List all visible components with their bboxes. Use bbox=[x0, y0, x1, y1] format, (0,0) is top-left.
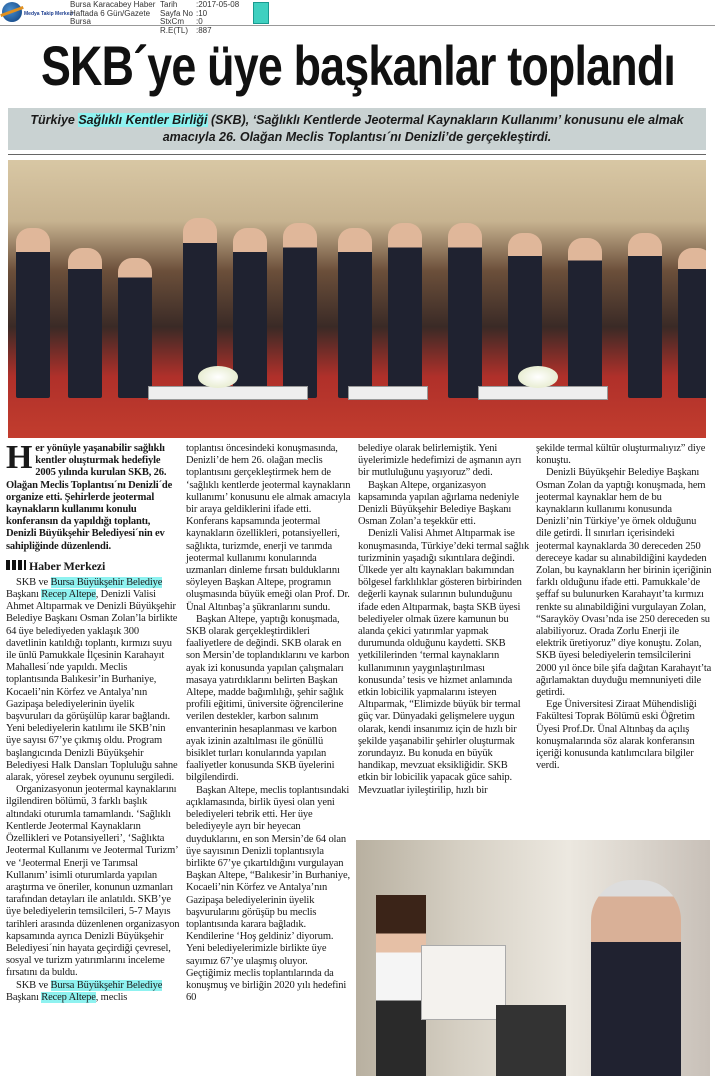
subtitle-post: (SKB), ‘Sağlıklı Kentlerde Jeotermal Kaynakların Kullanımı’ konusunu ele almak amacıyla 26. Olağan Meclis Toplantısı´nı Denizli’de gerçekleştirdi. bbox=[162, 113, 684, 144]
paragraph: Denizli Valisi Ahmet Altıparmak ise konuşmasında, Türkiye’deki termal sağlık turizminin yaşadığı sıkıntılara değindi. Ülkede yer altı kaynakları bakımından bölgesel farklılıklar gösteren birbirinden değerli kaynak sularının bulunduğunu ifade eden Altıparmak, başta SKB üyesi belediyeler olmak üzere kamunun bu alanda çekici yatırımlar yapmak durumunda olduğunu kaydetti. SKB yetkililerinden ‘termal kaynakların kullanımının yaygınlaştırılması konusunda’ tesis ve hizmet anlamında etkin lobicilik yapmalarını isteyen Altıparmak, “Elimizde büyük bir termal güç var. Dünyadaki gelişmelere uygun olarak, kendi insanımız için de hızlı bir şekilde yaşanabilir şehirler oluşturmak zorundayız. Bu konuda en büyük handikap, mevzuat eksikliğidir. SKB etkin bir lobicilik yapacak güce sahip. Mevzuatlar iyileştirilip, hızlı bir bbox=[358, 528, 530, 796]
publication-city: Bursa bbox=[70, 17, 91, 26]
paragraph: Başkan Altepe, organizasyon kapsamında yapılan ağırlama nedeniyle Denizli Büyükşehir Belediye Başkanı Osman Zolan’a teşekkür etti. bbox=[358, 479, 519, 528]
page-thumbnail-icon bbox=[253, 2, 269, 24]
meeting-group-photo bbox=[8, 160, 706, 438]
meta-label: R.E(TL) bbox=[160, 25, 188, 35]
man-figure bbox=[591, 880, 681, 1076]
paragraph: şekilde termal kültür oluşturmalıyız” diye konuştu. bbox=[536, 443, 706, 467]
meta-value: :0 bbox=[196, 17, 203, 26]
lead-text: er yönüyle yaşanabilir sağlıklı kentler oluşturmak hedefiyle 2005 yılında kurulan SKB, 26. Olağan Meclis Toplantısı´nı Denizli´de organize etti. Şehirlerde jeotermal kaynakların kullanımı konulu konferansın da yapıldığı toplantı, Denizli Büyükşehir Belediyesi´nin ev sahipliğinde düzenlendi. bbox=[6, 443, 173, 552]
article-column-3 bbox=[358, 443, 530, 797]
article-column-2 bbox=[186, 443, 352, 1004]
meta-value: :10 bbox=[196, 8, 208, 18]
drop-cap: H bbox=[6, 439, 33, 476]
ballot-box-photo bbox=[356, 840, 710, 1076]
meta-value: :2017-05-08 bbox=[196, 0, 240, 9]
meta-label: Tarih bbox=[160, 0, 178, 9]
media-monitoring-logo bbox=[2, 2, 74, 24]
article-column-1 bbox=[6, 439, 180, 1004]
clipping-header bbox=[0, 0, 715, 35]
highlight: Recep Altepe bbox=[41, 991, 96, 1003]
clipping-meta bbox=[160, 1, 239, 35]
paragraph: SKB ve Bursa Büyükşehir Belediye Başkanı Recep Altepe, Denizli Valisi Ahmet Altıparmak ve Denizli Büyükşehir Belediye Başkanı Osman Zolan’la birlikte 64 üye belediyeden yaklaşık 300 davetlinin katıldığı toplantı, kırmızı suyu ile ünlü Pamukkale İlçesinin Karahayıt Mahallesi´nde yapıldı. Meclis toplantısında Balıkesir’in Burhaniye, Kocaeli’nin Körfez ve Antalya’nın Gazipaşa belediyelerinin üyelik başvuruları da görüşülüp karar bağlandı. Yeni belediyelerin katılımı ile SKB’nin üye sayısı 67’ye çıkmış oldu. Program başlangıcında Denizli Büyükşehir Belediyesi Halk Dansları Topluluğu sahne alarak, yöresel zeybek oyununu sergiledi. bbox=[6, 576, 178, 784]
byline-text: Haber Merkezi bbox=[29, 558, 106, 573]
subtitle-highlight: Sağlıklı Kentler Birliği bbox=[78, 113, 208, 127]
paragraph: toplantısı öncesindeki konuşmasında, Denizli’de hem 26. olağan meclis toplantısını gerçekleştirmek hem de ‘sağlıklı kentlerde jeotermal kaynakların kullanımı’ konusunu ele almak amacıyla bir araya geldiklerini ifade etti. Konferans kapsamında jeotermal kaynakların özellikleri, potansiyelleri, sağlıkta, turizmde, enerji ve tarımda jeotermal kullanımı konularında uzmanları dinleme fırsatı bulduklarını söyleyen Başkan Altepe, programın oluşmasında büyük emeği olan Prof. Dr. Ünal Altınbaş’a şükranlarını sundu. bbox=[186, 443, 351, 613]
subtitle-pre: Türkiye bbox=[30, 113, 79, 127]
laptop bbox=[496, 1005, 566, 1076]
logo-text: Medya Takip Merkezi bbox=[24, 11, 74, 17]
meta-label: StxCm bbox=[160, 17, 184, 26]
paragraph: Organizasyonun jeotermal kaynaklarını ilgilendiren bölümü, 3 farklı başlık altındaki oturumla tamamlandı. ‘Sağlıklı Kentlerde Jeotermal Kaynakların Özellikleri ve Potansiyelleri’, ‘Sağlıkta Jeotermal Kullanımı ve Jeotermal Turizm’ ve ‘Jeotermal Enerji ve Tarımsal Kullanım’ isimli oturumlarda yapılan araştırma ve öneriler, konunun uzmanları tarafından detayları ile anlatıldı. SKB’ye üye belediyelerin temsilcileri, 5-7 Mayıs tarihleri arasında düzenlenen organizasyon kapsamında ayrıca Denizli Büyükşehir Belediyesi´nin hayata geçirdiği çevresel, sosyal ve turizm yatırımlarını inceleme fırsatını da buldu. bbox=[6, 784, 180, 979]
paragraph: Denizli Büyükşehir Belediye Başkanı Osman Zolan da yaptığı konuşmada, hem jeotermal kaynaklar hem de bu kaynakların kullanımı konusunda Denizli’nin Türkiye’ye örnek olduğunu dile getirdi. İl sınırları içerisindeki jeotermal kaynaklarda 30 dereceden 250 dereceye kadar su alınabildiğini kaydeden Zolan, bu kaynakların her birinin içeriğinin farklı olduğunu ifade etti. Pamukkale’de şeffaf su bulunurken Karahayıt’ta kırmızı renkte su alınabildiğini vurgulayan Zolan, “Sarayköy Ovası’nda ise 250 dereceden su alabiliyoruz. Orada Zorlu Enerji ile elektrik üretiyoruz” diye konuştu. Zolan, SKB üyesi belediyelerin temsilcilerini 2000 yıl önce bile şifa dağıtan Karahayıt’ta ağırlamaktan duyduğu memnuniyeti dile getirdi. bbox=[536, 467, 712, 699]
meta-value: :887 bbox=[196, 25, 212, 35]
paragraph: Başkan Altepe, yaptığı konuşmada, SKB olarak gerçekleştirdikleri faaliyetlere de değindi. SKB olarak en son Mersin’de toplandıklarını ve karbon ayak izi konusunda yapılan çalışmaları masaya yatırdıklarını belirten Başkan Altepe, madde bağımlılığı, şehir sağlık profili eğitimi, üniversite öğrencilerine verilen destekler, karbon salınım envanterinin hesaplanması ve karbon ayak izinin azaltılması ile gönüllü bisiklet turları konularında yapılan faaliyetler konusunda SKB üyelerini bilgilendirdi. bbox=[186, 613, 350, 784]
headline: SKB´ye üye başkanlar toplandı bbox=[40, 34, 675, 97]
publication-info bbox=[70, 1, 155, 27]
highlight: Bursa Büyükşehir Belediye bbox=[50, 576, 163, 588]
meta-label: Sayfa No bbox=[160, 8, 193, 18]
article-lead bbox=[6, 439, 180, 553]
publication-frequency: Haftada 6 Gün/Gazete bbox=[70, 8, 151, 18]
highlight: Recep Altepe bbox=[41, 589, 96, 601]
highlight: Bursa Büyükşehir Belediye bbox=[50, 979, 163, 991]
byline bbox=[6, 559, 180, 573]
publication-name: Bursa Karacabey Haber bbox=[70, 0, 156, 9]
paragraph: SKB ve Bursa Büyükşehir Belediye Başkanı Recep Altepe, meclis bbox=[6, 979, 163, 1003]
paragraph: Başkan Altepe, meclis toplantısındaki açıklamasında, birlik üyesi olan yeni belediyeleri tebrik etti. Her üye belediyeyle ayrı bir heyecan duyduklarını, en son Mersin’de 64 olan üye sayısının Denizli toplantısıyla birlikte 67’ye çıkartıldığını vurgulayan Başkan Altepe, “Balıkesir’in Burhaniye, Kocaeli’nin Körfez ve Antalya’nın Gazipaşa belediyelerinin üyelik başvurularını görüşüp bu meclis toplantısında karara bağladık. Kendilerine ‘Hoş geldiniz’ diyorum. Yeni belediyelerimizle birlikte üye sayımız 67’ye ulaşmış oluyor. Geçtiğimiz meclis toplantılarında da konuşmuş ve birliğin 2020 yılı hedefini 60 bbox=[186, 784, 350, 1004]
paragraph: belediye olarak belirlemiştik. Yeni üyelerimizle hedefimizi de aşmanın ayrı bir mutluluğunu yaşıyoruz” dedi. bbox=[358, 443, 522, 479]
globe-icon bbox=[2, 2, 22, 22]
article-column-4 bbox=[536, 443, 712, 772]
divider bbox=[8, 154, 706, 155]
ballot-box bbox=[421, 945, 506, 1020]
byline-bars-icon bbox=[6, 560, 26, 570]
paragraph: Ege Üniversitesi Ziraat Mühendisliği Fakültesi Toprak Bölümü eski Öğretim Üyesi Prof.Dr. Ünal Altınbaş da açılış konuşmalarında söz alarak konferansın içeriği konusunda katılımcılara bilgiler verdi. bbox=[536, 699, 697, 772]
woman-figure bbox=[376, 895, 426, 1076]
subtitle-band bbox=[8, 108, 706, 150]
